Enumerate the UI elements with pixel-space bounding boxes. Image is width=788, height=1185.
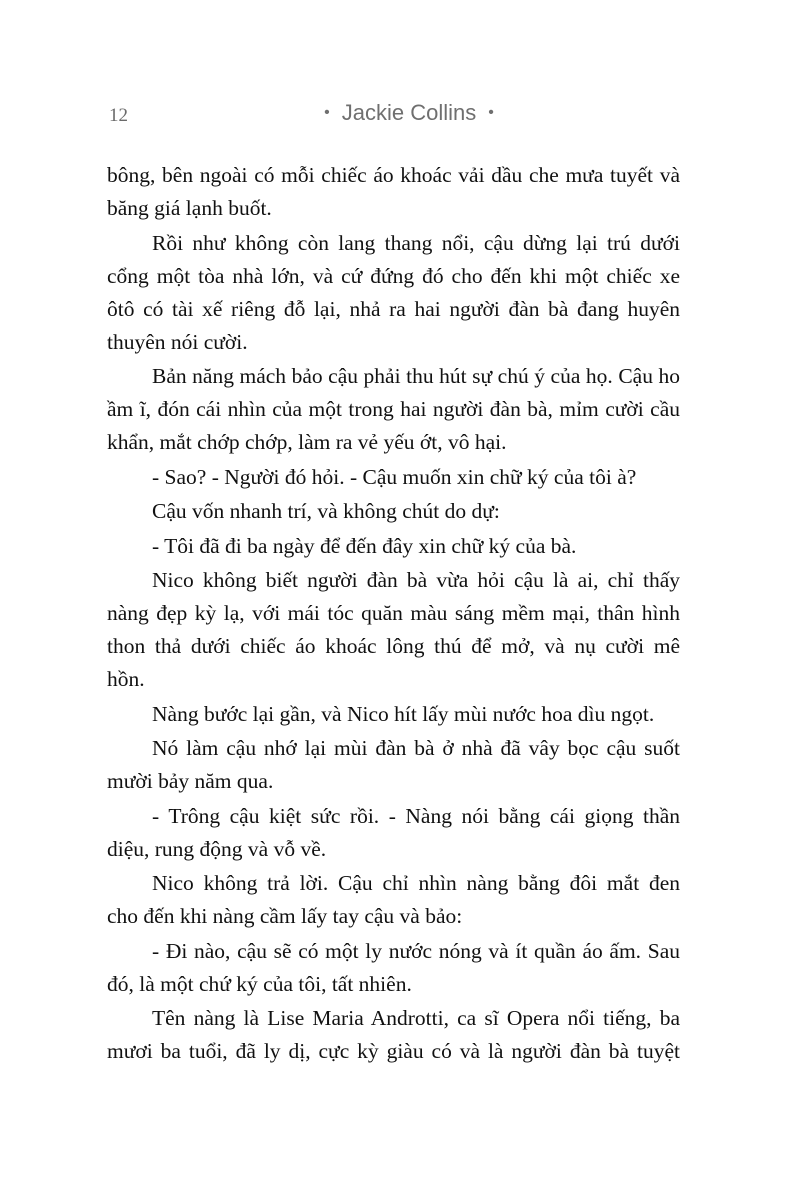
text-line: Cậu vốn nhanh trí, và không chút do dự: [152,499,500,523]
text-line: Nàng bước lại gần, và Nico hít lấy mùi nước hoa dìu ngọt. [152,701,655,726]
text-line: - Trông cậu kiệt sức rồi. - Nàng nói bằng cái giọng thần [152,803,680,828]
page-body [107,159,680,1070]
running-title [0,100,788,126]
text-line: cổng một tòa nhà lớn, và cứ đứng đó cho đến khi một chiếc xe [107,263,680,288]
text-line: mươi ba tuổi, đã ly dị, cực kỳ giàu có và là người đàn bà tuyệt [107,1039,680,1063]
paragraph [107,935,680,1001]
paragraph [107,698,680,731]
paragraph [107,1002,680,1068]
text-line: hồn. [107,667,145,691]
text-line: Nó làm cậu nhớ lại mùi đàn bà ở nhà đã vây bọc cậu suốt [152,736,680,760]
text-line: mười bảy năm qua. [107,769,274,793]
text-line: khẩn, mắt chớp chớp, làm ra vẻ yếu ớt, vô hại. [107,430,507,454]
text-line: bông, bên ngoài có mỗi chiếc áo khoác vải dầu che mưa tuyết và [107,163,680,187]
text-line: Nico không trả lời. Cậu chỉ nhìn nàng bằng đôi mắt đen [152,871,680,895]
bullet-right: • [488,104,494,121]
paragraph [107,530,680,563]
paragraph [107,227,680,359]
text-line: Bản năng mách bảo cậu phải thu hút sự chú ý của họ. Cậu ho [152,364,680,388]
page-header [0,100,788,130]
text-line: - Sao? - Người đó hỏi. - Cậu muốn xin chữ ký của tôi à? [152,464,637,489]
bullet-left: • [324,104,330,121]
text-line: Rồi như không còn lang thang nổi, cậu dừng lại trú dưới [152,230,680,255]
text-line: thon thả dưới chiếc áo khoác lông thú để mở, và nụ cười mê [107,634,680,658]
text-line: diệu, rung động và vỗ về. [107,836,327,861]
paragraph [107,495,680,528]
text-line: cho đến khi nàng cầm lấy tay cậu và bảo: [107,904,463,928]
paragraph [107,800,680,866]
text-line: đó, là một chứ ký của tôi, tất nhiên. [107,971,412,996]
page-number: 12 [109,105,128,126]
paragraph [107,732,680,798]
text-line: Nico không biết người đàn bà vừa hỏi cậu là ai, chỉ thấy [152,568,680,592]
paragraph [107,564,680,696]
paragraph [107,867,680,933]
text-line: ầm ĩ, đón cái nhìn của một trong hai người đàn bà, mỉm cười cầu [107,397,680,421]
running-title-text: Jackie Collins [341,100,477,125]
text-line: băng giá lạnh buốt. [107,196,272,220]
text-line: Tên nàng là Lise Maria Androtti, ca sĩ Opera nổi tiếng, ba [152,1006,680,1030]
paragraph [107,159,680,225]
paragraph [107,461,680,494]
text-line: thuyên nói cười. [107,329,248,354]
text-line: ôtô có tài xế riêng đỗ lại, nhả ra hai người đàn bà đang huyên [107,296,680,321]
text-line: - Tôi đã đi ba ngày để đến đây xin chữ ký của bà. [152,533,577,558]
text-line: - Đi nào, cậu sẽ có một ly nước nóng và ít quần áo ấm. Sau [152,938,680,963]
text-line: nàng đẹp kỳ lạ, với mái tóc quăn màu sáng mềm mại, thân hình [107,601,680,625]
paragraph [107,360,680,459]
